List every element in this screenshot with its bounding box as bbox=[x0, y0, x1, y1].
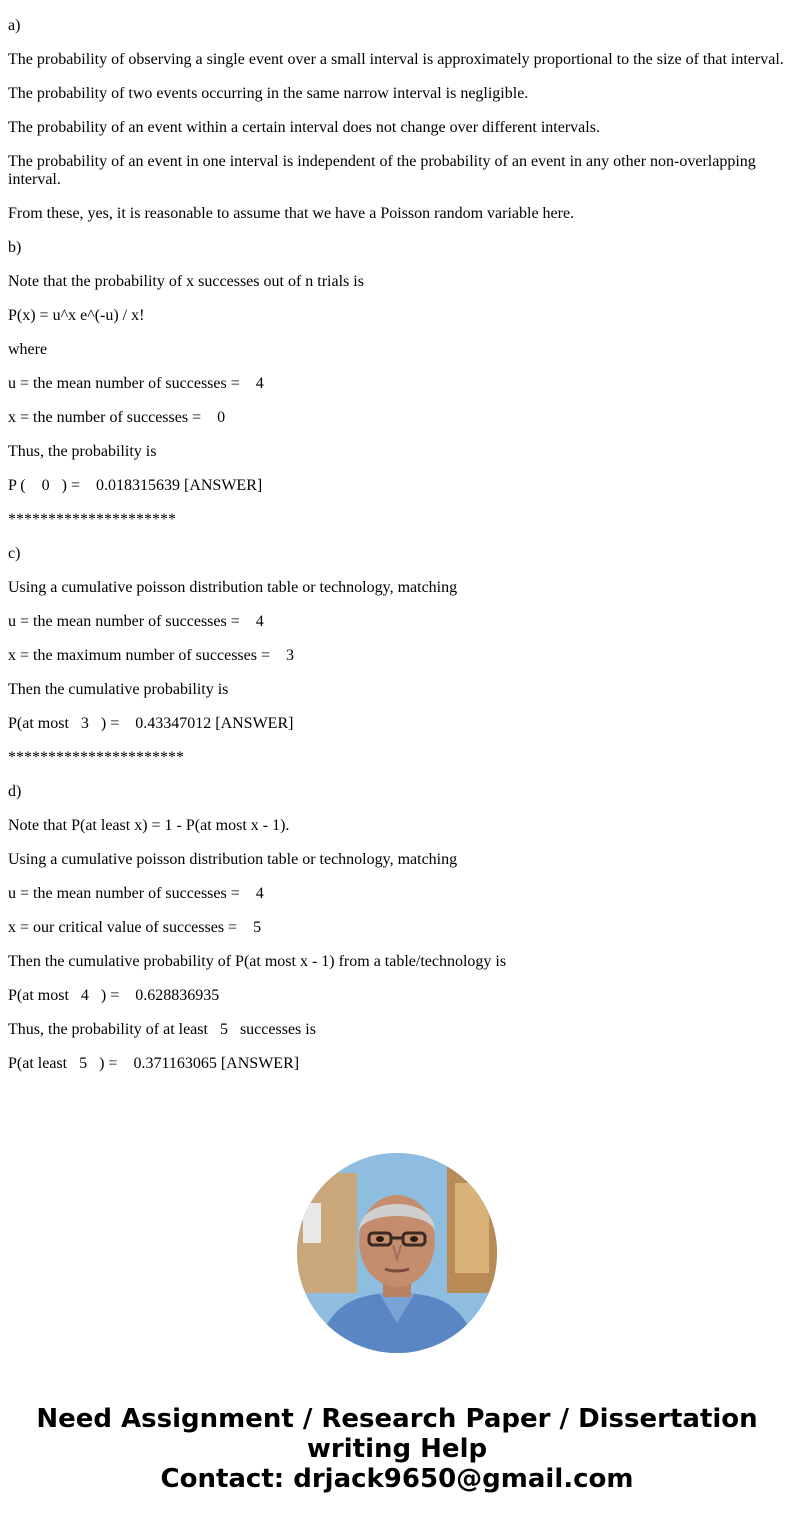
x-d: x = our critical value of successes = 5 bbox=[8, 919, 262, 936]
promo-banner bbox=[0, 1404, 794, 1494]
part-c-label: c) bbox=[8, 545, 21, 562]
promo-contact: Contact: drjack9650@gmail.com bbox=[160, 1464, 634, 1494]
mean-b: u = the mean number of successes = 4 bbox=[8, 375, 264, 392]
thus-b: Thus, the probability is bbox=[8, 443, 157, 460]
x-b: x = the number of successes = 0 bbox=[8, 409, 226, 426]
answer-d: P(at least 5 ) = 0.371163065 [ANSWER] bbox=[8, 1055, 300, 1072]
at-most-d: P(at most 4 ) = 0.628836935 bbox=[8, 987, 220, 1004]
poisson-intro: Note that the probability of x successes out of n trials is bbox=[8, 273, 364, 290]
part-a-label: a) bbox=[8, 17, 21, 34]
at-least-note: Note that P(at least x) = 1 - P(at most x - 1). bbox=[8, 817, 290, 834]
answer-b: P ( 0 ) = 0.018315639 [ANSWER] bbox=[8, 477, 263, 494]
poisson-formula: P(x) = u^x e^(-u) / x! bbox=[8, 307, 145, 324]
part-d-label: d) bbox=[8, 783, 22, 800]
mean-c: u = the mean number of successes = 4 bbox=[8, 613, 264, 630]
assumption-4: The probability of an event in one interval is independent of the probability of an event in any other non-overlapping interval. bbox=[8, 153, 760, 188]
assumption-2: The probability of two events occurring in the same narrow interval is negligible. bbox=[8, 85, 529, 102]
mean-d: u = the mean number of successes = 4 bbox=[8, 885, 264, 902]
answer-c: P(at most 3 ) = 0.43347012 [ANSWER] bbox=[8, 715, 294, 732]
separator-c: ********************** bbox=[8, 749, 184, 766]
part-b-label: b) bbox=[8, 239, 22, 256]
table-note-d: Using a cumulative poisson distribution table or technology, matching bbox=[8, 851, 458, 868]
promo-line-2: writing Help bbox=[306, 1434, 488, 1464]
where-label: where bbox=[8, 341, 48, 358]
x-c: x = the maximum number of successes = 3 bbox=[8, 647, 294, 664]
author-photo bbox=[297, 1153, 497, 1353]
table-note-c: Using a cumulative poisson distribution table or technology, matching bbox=[8, 579, 458, 596]
cumulative-c: Then the cumulative probability is bbox=[8, 681, 229, 698]
assumption-3: The probability of an event within a certain interval does not change over different intervals. bbox=[8, 119, 600, 136]
promo-line-1: Need Assignment / Research Paper / Dissertation bbox=[36, 1404, 758, 1434]
assumption-1: The probability of observing a single event over a small interval is approximately proportional to the size of that interval. bbox=[8, 51, 784, 68]
thus-d: Thus, the probability of at least 5 successes is bbox=[8, 1021, 316, 1038]
separator-b: ********************* bbox=[8, 511, 176, 528]
answer-content bbox=[8, 0, 788, 1089]
cumulative-d: Then the cumulative probability of P(at most x - 1) from a table/technology is bbox=[8, 953, 507, 970]
conclusion-a: From these, yes, it is reasonable to assume that we have a Poisson random variable here. bbox=[8, 205, 575, 222]
author-portrait-graphic bbox=[297, 1153, 497, 1353]
